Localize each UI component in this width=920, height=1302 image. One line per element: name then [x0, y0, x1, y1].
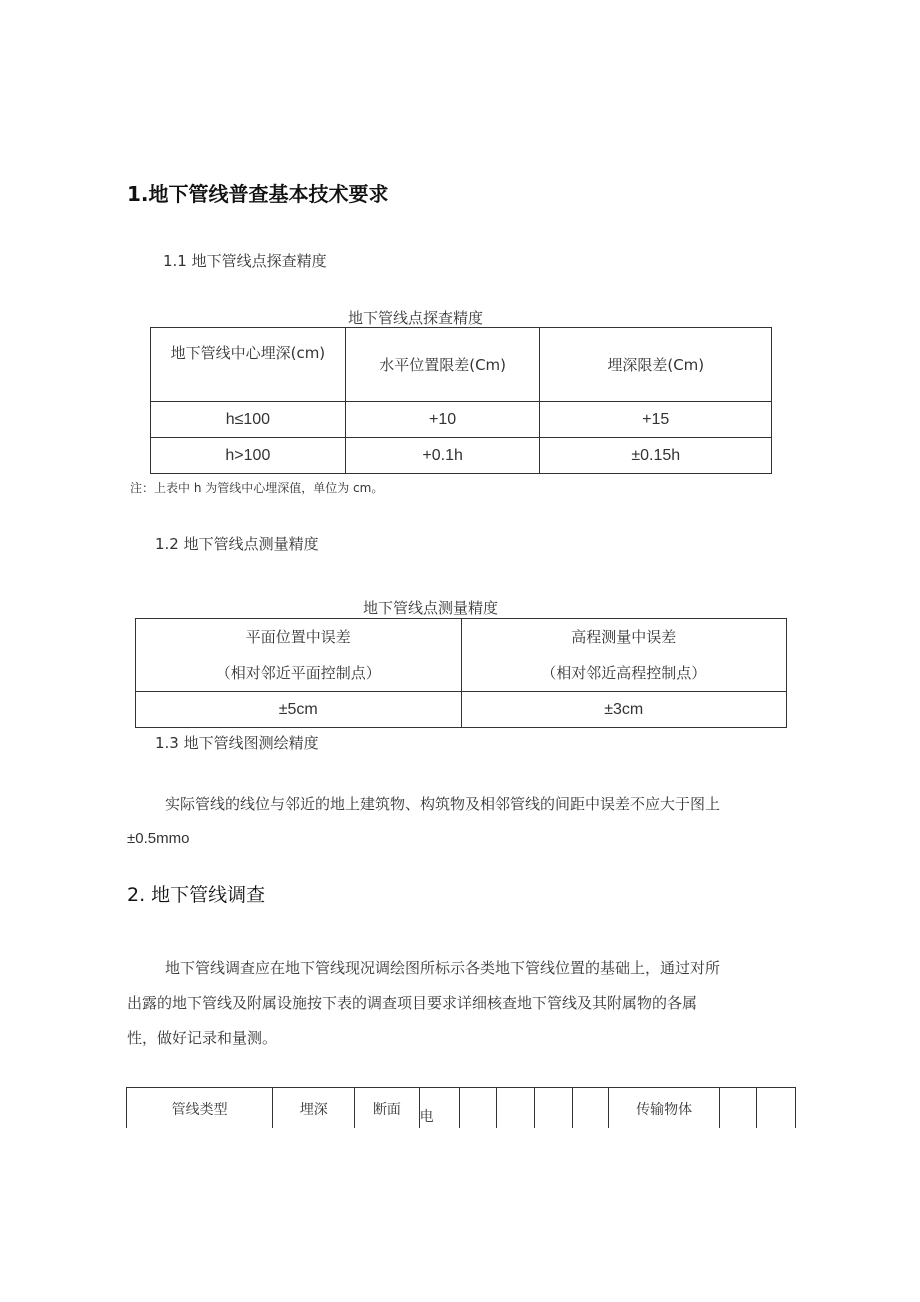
- header-cell: 电: [419, 1088, 460, 1128]
- table-cell: ±5cm: [136, 692, 462, 728]
- header-cell: 埋深限差(Cm): [540, 328, 772, 402]
- header-cell: 管线类型: [127, 1088, 273, 1128]
- table-row: [151, 402, 772, 438]
- table-header-row: [127, 1088, 796, 1128]
- subsection-1-1-heading: 1.1 地下管线点探查精度: [163, 252, 327, 270]
- table-header-row: [151, 328, 772, 402]
- paragraph-line: ±0.5mmo: [127, 830, 190, 847]
- section2-heading: 2. 地下管线调查: [127, 884, 266, 906]
- paragraph-line: 性，做好记录和量测。: [127, 1029, 278, 1047]
- table-row: [151, 438, 772, 474]
- header-cell: 断面: [355, 1088, 419, 1128]
- header-cell: [460, 1088, 497, 1128]
- table-header-row: [136, 619, 787, 692]
- header-line: （相对邻近高程控制点）: [541, 664, 707, 682]
- table-row: [136, 692, 787, 728]
- table-cell: h>100: [151, 438, 346, 474]
- survey-precision-table: [135, 618, 787, 728]
- paragraph-line: 实际管线的线位与邻近的地上建筑物、构筑物及相邻管线的间距中误差不应大于图上: [165, 795, 721, 813]
- table-cell: +10: [345, 402, 540, 438]
- header-line: （相对邻近平面控制点）: [215, 664, 381, 682]
- header-cell: 埋深: [273, 1088, 355, 1128]
- subsection-1-3-heading: 1.3 地下管线图测绘精度: [155, 734, 319, 752]
- table-caption-detection-precision: 地下管线点探查精度: [348, 309, 484, 327]
- header-cell: [136, 619, 462, 692]
- detection-precision-table: [150, 327, 772, 474]
- header-cell: [719, 1088, 757, 1128]
- table-cell: +15: [540, 402, 772, 438]
- paragraph-line: 出露的地下管线及附属设施按下表的调查项目要求详细核查地下管线及其附属物的各属: [127, 994, 698, 1012]
- section1-heading: 1.地下管线普查基本技术要求: [127, 182, 389, 206]
- table-caption-survey-precision: 地下管线点测量精度: [363, 599, 499, 617]
- subsection-1-2-heading: 1.2 地下管线点测量精度: [155, 535, 319, 553]
- header-cell: [535, 1088, 573, 1128]
- header-line: 平面位置中误差: [245, 628, 351, 646]
- header-cell: 水平位置限差(Cm): [345, 328, 540, 402]
- paragraph-line: 地下管线调查应在地下管线现况调绘图所标示各类地下管线位置的基础上，通过对所: [165, 959, 721, 977]
- header-cell: [572, 1088, 609, 1128]
- header-line: 高程测量中误差: [571, 628, 677, 646]
- table-cell: h≤100: [151, 402, 346, 438]
- header-cell: [461, 619, 787, 692]
- table-note: 注：上表中 h 为管线中心埋深值，单位为 cm。: [130, 481, 384, 495]
- survey-items-table: [126, 1087, 796, 1128]
- header-cell: 传输物体: [609, 1088, 720, 1128]
- table-cell: ±3cm: [461, 692, 787, 728]
- header-cell: [496, 1088, 534, 1128]
- header-cell: [757, 1088, 796, 1128]
- table-cell: ±0.15h: [540, 438, 772, 474]
- header-cell: 地下管线中心埋深(cm): [151, 328, 346, 402]
- table-cell: +0.1h: [345, 438, 540, 474]
